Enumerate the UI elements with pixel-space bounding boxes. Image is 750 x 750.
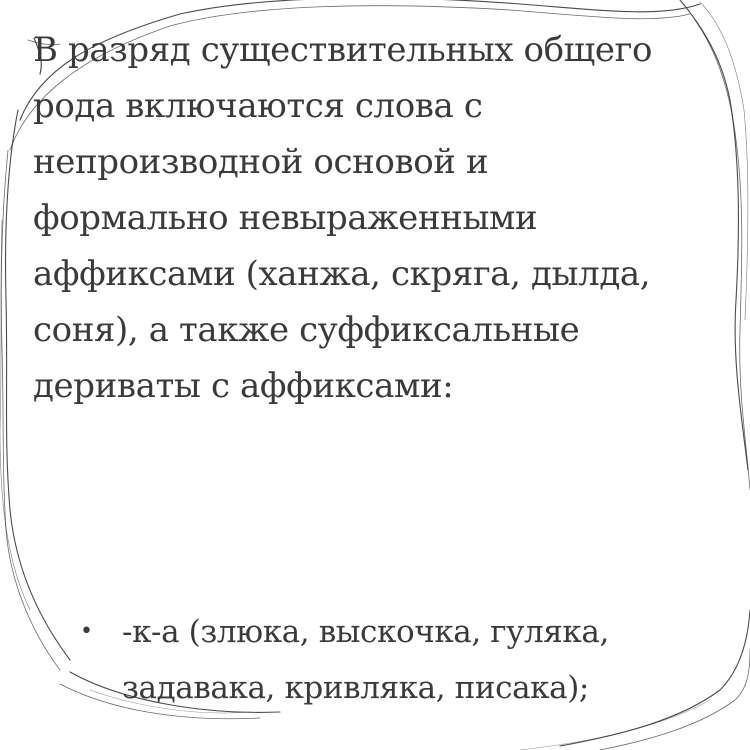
list-item — [0, 604, 750, 716]
bullet-line: задавака, кривляка, писака); — [122, 670, 589, 706]
affix-bullet-list — [0, 604, 750, 716]
paragraph-line: соня), а также суффиксальные — [33, 310, 580, 350]
paragraph-line: аффиксами (ханжа, скряга, дылда, — [33, 254, 651, 294]
bullet-marker: • — [80, 619, 93, 644]
bullet-line: -к-а (злюка, выскочка, гуляка, — [122, 614, 609, 650]
paragraph-line: В разряд существительных общего — [33, 30, 653, 70]
paragraph-line: рода включаются слова с — [33, 86, 483, 126]
paragraph-line: формально невыраженными — [33, 198, 538, 238]
paragraph-line: непроизводной основой и — [33, 142, 489, 182]
body-paragraph — [33, 22, 713, 414]
paragraph-line: дериваты с аффиксами: — [33, 366, 454, 406]
